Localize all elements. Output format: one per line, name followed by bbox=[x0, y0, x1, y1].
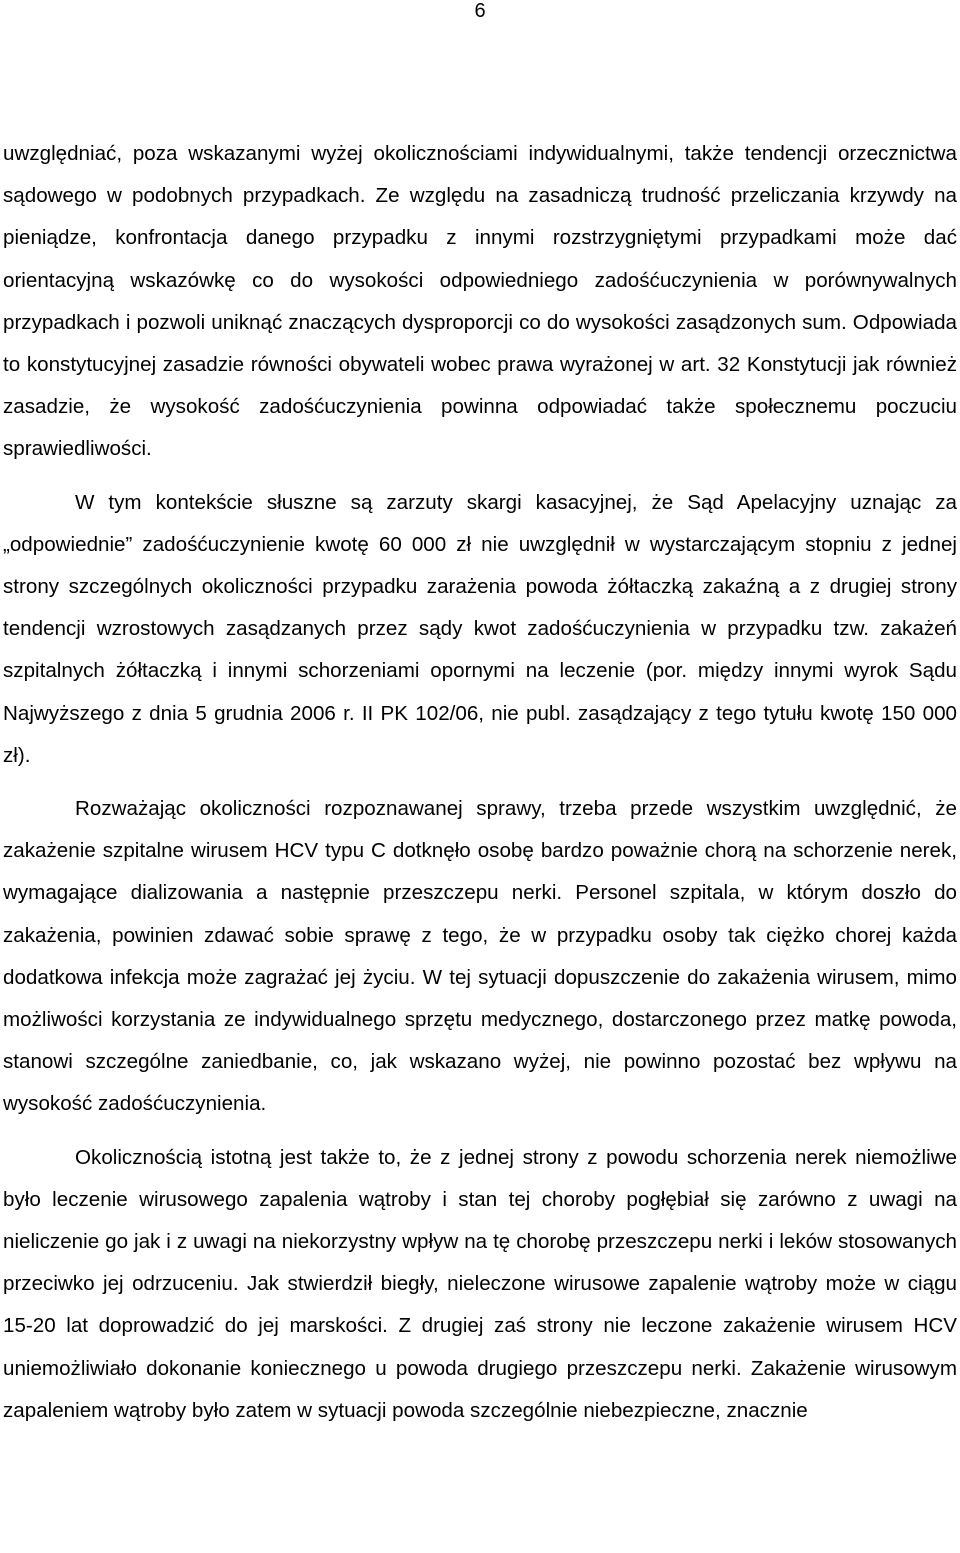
paragraph-2: W tym kontekście słuszne są zarzuty skargi kasacyjnej, że Sąd Apelacyjny uznając za „odpowiednie” zadośćuczynienie kwotę 60 000 zł nie uwzględnił w wystarczającym stopniu z jednej strony szczególnych okoliczności przypadku zarażenia powoda żółtaczką zakaźną a z drugiej strony tendencji wzrostowych zasądzanych przez sądy kwot zadośćuczynienia w przypadku tzw. zakażeń szpitalnych żółtaczką i innymi schorzeniami opornymi na leczenie (por. między innymi wyrok Sądu Najwyższego z dnia 5 grudnia 2006 r. II PK 102/06, nie publ. zasądzający z tego tytułu kwotę 150 000 zł). bbox=[3, 490, 957, 767]
paragraph-1: uwzględniać, poza wskazanymi wyżej okolicznościami indywidualnymi, także tendencji orzecznictwa sądowego w podobnych przypadkach. Ze względu na zasadniczą trudność przeliczania krzywdy na pieniądze, konfrontacja danego przypadku z innymi rozstrzygniętymi przypadkami może dać orientacyjną wskazówkę co do wysokości odpowiedniego zadośćuczynienia w porównywalnych przypadkach i pozwoli uniknąć znaczących dysproporcji co do wysokości zasądzonych sum. Odpowiada to konstytucyjnej zasadzie równości obywateli wobec prawa wyrażonej w art. 32 Konstytucji jak również zasadzie, że wysokość zadośćuczynienia powinna odpowiadać także społecznemu poczuciu sprawiedliwości. bbox=[3, 142, 957, 461]
paragraph-3: Rozważając okoliczności rozpoznawanej sprawy, trzeba przede wszystkim uwzględnić, że zakażenie szpitalne wirusem HCV typu C dotknęło osobę bardzo poważnie chorą na schorzenie nerek, wymagające dializowania a następnie przeszczepu nerki. Personel szpitala, w którym doszło do zakażenia, powinien zdawać sobie sprawę z tego, że w przypadku osoby tak ciężko chorej każda dodatkowa infekcja może zagrażać jej życiu. W tej sytuacji dopuszczenie do zakażenia wirusem, mimo możliwości korzystania ze indywidualnego sprzętu medycznego, dostarczonego przez matkę powoda, stanowi szczególne zaniedbanie, co, jak wskazano wyżej, nie powinno pozostać bez wpływu na wysokość zadośćuczynienia. bbox=[3, 797, 957, 1116]
paragraph-4: Okolicznością istotną jest także to, że z jednej strony z powodu schorzenia nerek niemożliwe było leczenie wirusowego zapalenia wątroby i stan tej choroby pogłębiał się zarówno z uwagi na nieliczenie go jak i z uwagi na niekorzystny wpływ na tę chorobę przeszczepu nerki i leków stosowanych przeciwko jej odrzuceniu. Jak stwierdził biegły, nieleczone wirusowe zapalenie wątroby może w ciągu 15-20 lat doprowadzić do jej marskości. Z drugiej zaś strony nie leczone zakażenie wirusem HCV uniemożliwiało dokonanie koniecznego u powoda drugiego przeszczepu nerki. Zakażenie wirusowym zapaleniem wątroby było zatem w sytuacji powoda szczególnie niebezpieczne, znacznie bbox=[3, 1145, 957, 1422]
page-number: 6 bbox=[474, 0, 486, 22]
document-body bbox=[3, 133, 957, 1432]
